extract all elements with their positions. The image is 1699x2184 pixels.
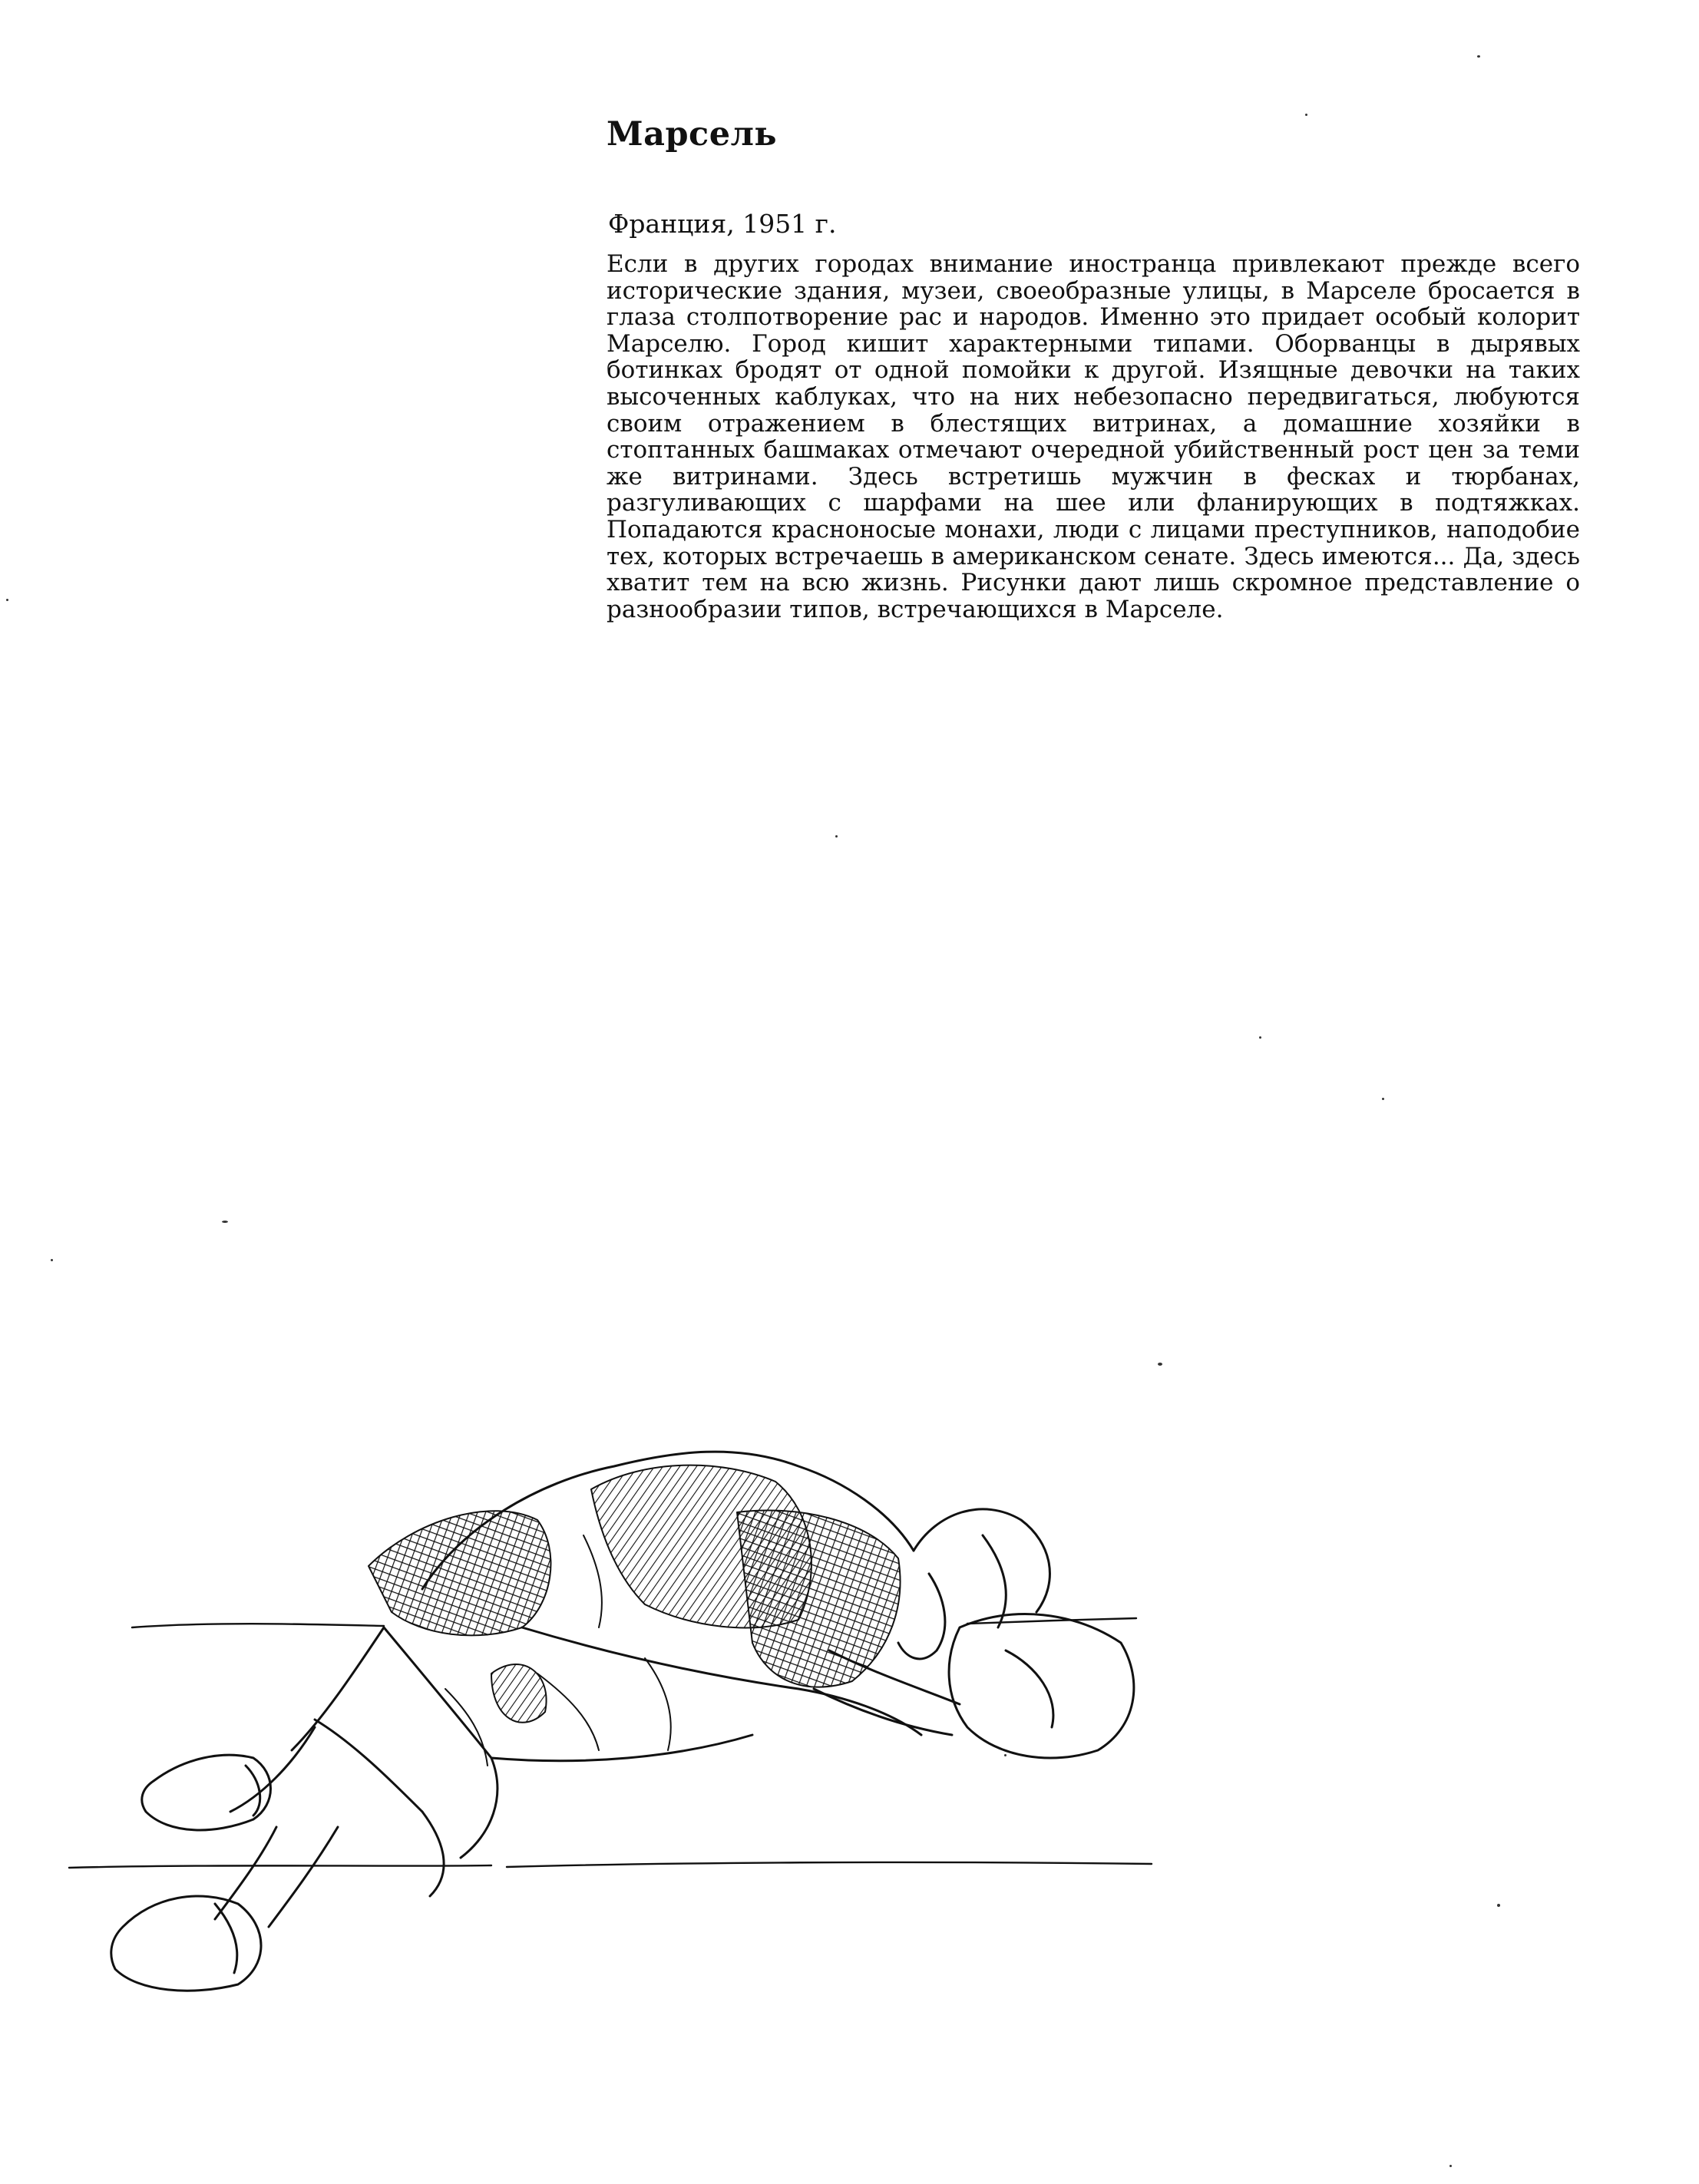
- sleeping-man-illustration: [61, 1397, 1182, 1996]
- scan-speck: [1158, 1363, 1162, 1366]
- scan-speck: [6, 599, 8, 601]
- scan-speck: [1497, 1904, 1500, 1907]
- scan-speck: [1305, 114, 1307, 116]
- scan-speck: [222, 1221, 228, 1223]
- scan-speck: [835, 835, 838, 838]
- page-title: Марсель: [607, 115, 778, 154]
- scan-speck: [1449, 2165, 1452, 2167]
- scan-speck: [1259, 1036, 1261, 1039]
- body-paragraph: Если в других городах внимание иностранца привлекают прежде всего исторические здания, музеи, своеобразные улицы, в Марселе бросается в глаза столпотворение рас и народов. Именно это придает особый колорит Марселю. Город кишит характерными типами. Оборванцы в дырявых ботинках бродят от одной помойки к другой. Изящные девочки на таких высоченных каблуках, что на них небезопасно передвигаться, любуются своим отражением в блестящих витринах, а домашние хозяйки в стоптанных башмаках отмечают очередной убийственный рост цен за теми же витринами. Здесь встретишь мужчин в фесках и тюрбанах, разгуливающих с шарфами на шее или фланирующих в подтяжках. Попадаются красноносые монахи, люди с лицами преступников, наподобие тех, которых встречаешь в американском сенате. Здесь имеются... Да, здесь хватит тем на всю жизнь. Рисунки дают лишь скромное представление о разнообразии типов, встречающихся в Марселе.: [607, 250, 1580, 623]
- coat-hatching: [369, 1465, 901, 1723]
- scan-speck: [51, 1259, 53, 1261]
- page-subtitle: Франция, 1951 г.: [608, 209, 837, 239]
- scan-speck: [1382, 1098, 1384, 1100]
- scan-speck: [1004, 1754, 1007, 1756]
- scan-speck: [1477, 55, 1480, 58]
